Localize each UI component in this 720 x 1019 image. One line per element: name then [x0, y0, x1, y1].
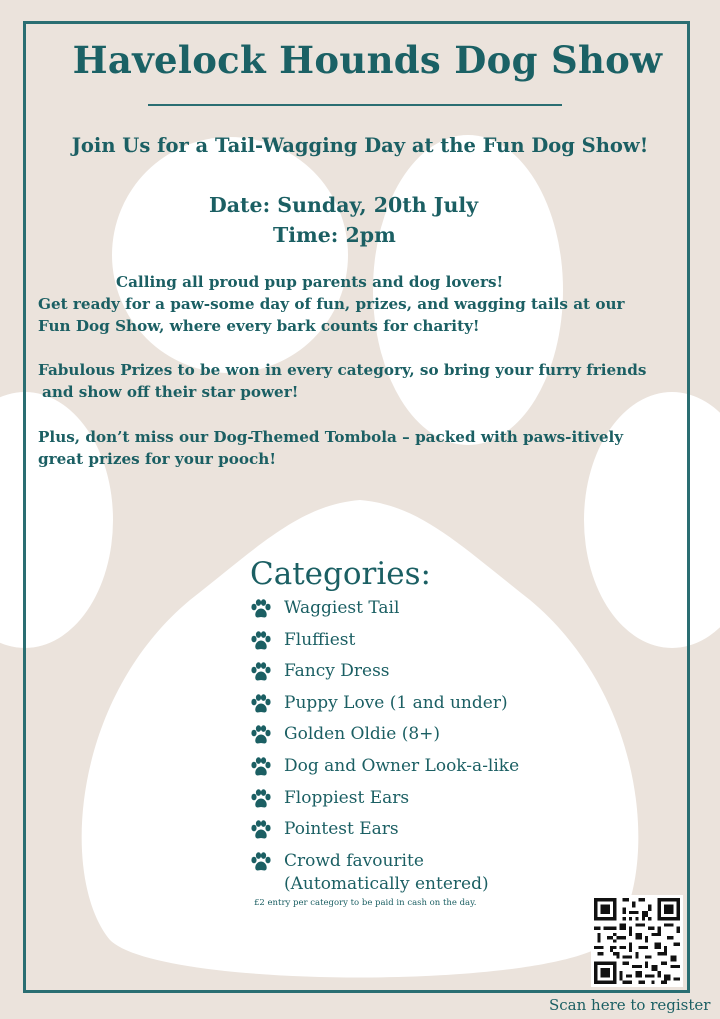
- body-line: Plus, don’t miss our Dog-Themed Tombola – packed with paws-itively: [38, 428, 624, 446]
- crowd-favourite-note: (Automatically entered): [284, 873, 489, 894]
- category-label: Puppy Love (1 and under): [284, 692, 508, 713]
- entry-fee-note: £2 entry per category to be paid in cash on the day.: [254, 898, 477, 908]
- body-line: great prizes for your pooch!: [38, 450, 277, 468]
- body-line: and show off their star power!: [42, 383, 299, 401]
- category-label: Waggiest Tail: [284, 598, 400, 618]
- paw-icon: [250, 852, 272, 872]
- scan-to-register-label: Scan here to register: [549, 996, 711, 1014]
- paw-icon: [250, 599, 272, 619]
- body-line: Fabulous Prizes to be won in every category, so bring your furry friends: [38, 361, 647, 379]
- category-label: Fancy Dress: [284, 661, 390, 682]
- poster-title: Havelock Hounds Dog Show: [72, 38, 663, 82]
- poster-subtitle: Join Us for a Tail-Wagging Day at the Fun Dog Show!: [71, 134, 649, 157]
- category-label: Floppiest Ears: [284, 787, 410, 808]
- event-date: Date: Sunday, 20th July: [209, 193, 479, 217]
- paw-icon: [250, 694, 272, 714]
- paw-icon: [250, 820, 272, 840]
- paw-icon: [250, 631, 272, 651]
- paw-icon: [250, 789, 272, 809]
- paw-icon: [250, 662, 272, 682]
- title-divider: [148, 104, 562, 106]
- body-line: Fun Dog Show, where every bark counts for charity!: [38, 317, 480, 335]
- category-label: Fluffiest: [284, 629, 356, 650]
- poster-frame: [23, 21, 690, 993]
- category-label: Crowd favourite: [284, 850, 424, 871]
- category-label: Dog and Owner Look-a-like: [284, 755, 520, 776]
- qr-code-icon[interactable]: [591, 895, 683, 987]
- body-line: Calling all proud pup parents and dog lovers!: [116, 273, 504, 291]
- category-label: Golden Oldie (8+): [284, 724, 441, 745]
- categories-heading: Categories:: [250, 556, 431, 592]
- category-label: Pointest Ears: [284, 819, 399, 840]
- paw-icon: [250, 757, 272, 777]
- paw-icon: [250, 725, 272, 745]
- event-time: Time: 2pm: [273, 223, 396, 247]
- body-line: Get ready for a paw-some day of fun, prizes, and wagging tails at our: [38, 295, 625, 313]
